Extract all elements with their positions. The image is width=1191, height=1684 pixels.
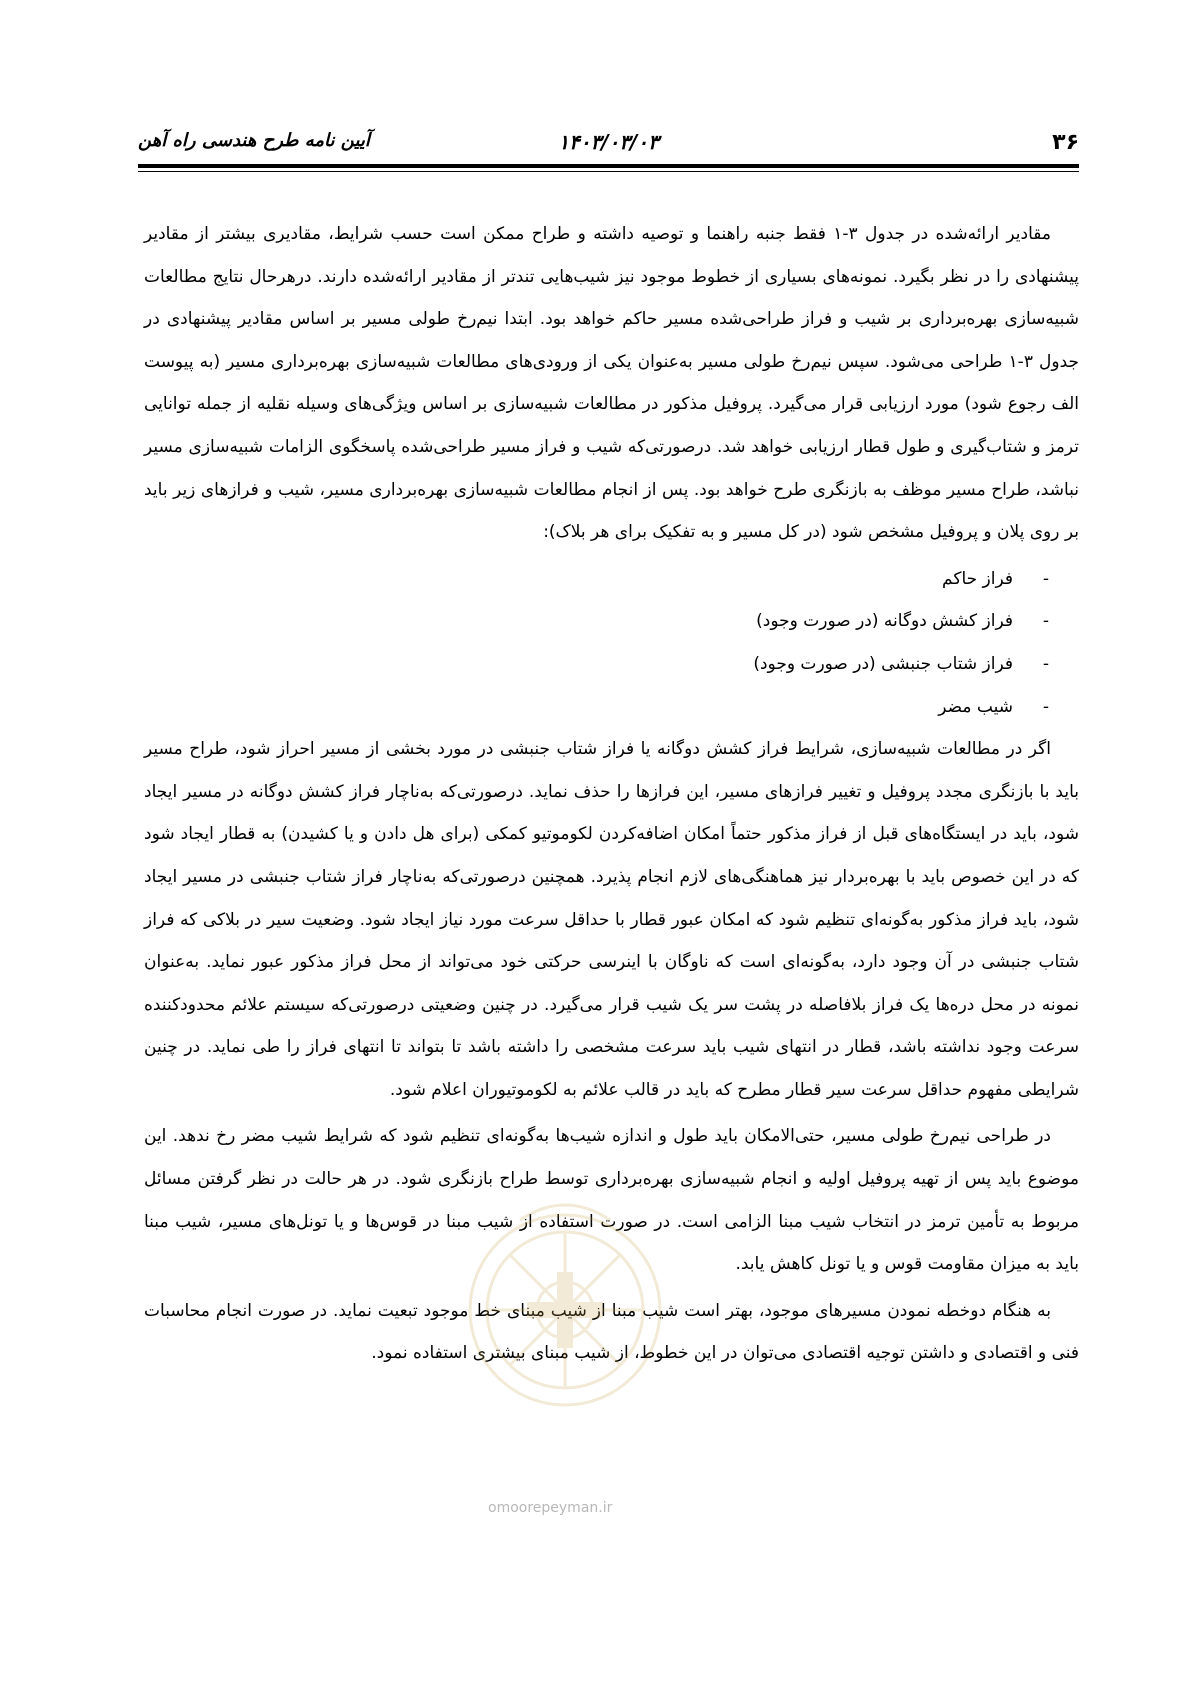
header-rule-thin: [138, 171, 1079, 172]
dash-bullet-icon: -: [1042, 568, 1049, 589]
list-item: [144, 558, 1049, 601]
paragraph: به هنگام دوخطه نمودن مسیرهای موجود، بهتر است شیب مبنا از شیب مبنای خط موجود تبعیت نماید. در صورت انجام محاسبات فنی و اقتصادی و داشتن توجیه اقتصادی می‌توان در این خطوط، از شیب مبنای بیشتری استفاده نمود.: [144, 1300, 1079, 1364]
paragraph: در طراحی نیم‌رخ طولی مسیر، حتی‌الامکان باید طول و اندازه شیب‌ها به‌گونه‌ای تنظیم شود که شرایط شیب مضر رخ ندهد. این موضوع باید پس از تهیه پروفیل اولیه و انجام شبیه‌سازی بهره‌برداری توسط طراح بازنگری شود. در هر حالت در نظر گرفتن مسائل مربوط به تأمین ترمز در انتخاب شیب مبنا الزامی است. در صورت استفاده از شیب مبنا در قوس‌ها و یا تونل‌های مسیر، شیب مبنا باید به میزان مقاومت قوس و یا تونل کاهش یابد.: [144, 1126, 1079, 1275]
page-number: ۳۶: [1052, 130, 1079, 155]
bullet-list: [144, 558, 1079, 728]
page-header: [138, 126, 1079, 166]
body-text: [144, 213, 1079, 1379]
paragraph: اگر در مطالعات شبیه‌سازی، شرایط فراز کشش دوگانه یا فراز شتاب جنبشی در مورد بخشی از مسیر احراز شود، طراح مسیر باید با بازنگری مجدد پروفیل و تغییر فرازهای مسیر، این فرازها را حذف نماید. درصورتی‌که به‌ناچار فراز کشش دوگانه در مسیر ایجاد شود، باید در ایستگاه‌های قبل از فراز مذکور حتماً امکان اضافه‌کردن لکوموتیو کمکی (برای هل دادن و یا کشیدن) به قطار ایجاد شود که در این خصوص باید با بهره‌بردار نیز هماهنگی‌های لازم انجام پذیرد. همچنین درصورتی‌که به‌ناچار فراز شتاب جنبشی در مسیر ایجاد شود، باید فراز مذکور به‌گونه‌ای تنظیم شود که امکان عبور قطار با حداقل سرعت مورد نیاز ایجاد شود. وضعیت سیر در بلاکی که فراز شتاب جنبشی در آن وجود دارد، به‌گونه‌ای است که ناوگان با اینرسی حرکتی خود می‌تواند از محل فراز مذکور عبور نماید. به‌عنوان نمونه در محل دره‌ها یک فراز بلافاصله در پشت سر یک شیب قرار می‌گیرد. در چنین وضعیتی درصورتی‌که سیستم علائم محدودکننده سرعت وجود نداشته باشد، قطار در انتهای شیب باید سرعت مشخصی را داشته باشد تا بتواند تا انتهای فراز را طی نماید. در چنین شرایطی مفهوم حداقل سرعت سیر قطار مطرح که باید در قالب علائم به لکوموتیوران اعلام شود.: [144, 739, 1079, 1100]
list-item-text: فراز شتاب جنبشی (در صورت وجود): [753, 653, 1013, 674]
dash-bullet-icon: -: [1042, 653, 1049, 674]
document-title: آیین نامه طرح هندسی راه آهن: [138, 130, 370, 151]
header-rule-thick: [138, 164, 1079, 168]
dash-bullet-icon: -: [1042, 696, 1049, 717]
list-item: [144, 600, 1049, 643]
dash-bullet-icon: -: [1042, 611, 1049, 632]
watermark-url: omoorepeyman.ir: [488, 1500, 613, 1516]
list-item-text: فراز حاکم: [942, 568, 1013, 589]
list-item: [144, 686, 1049, 729]
list-item-text: فراز کشش دوگانه (در صورت وجود): [756, 611, 1013, 632]
list-item-text: شیب مضر: [938, 696, 1013, 717]
header-date: ۱۴۰۳/۰۳/۰۳: [558, 130, 659, 154]
list-item: [144, 643, 1049, 686]
paragraph: مقادیر ارائه‌شده در جدول ۳-۱ فقط جنبه راهنما و توصیه داشته و طراح ممکن است حسب شرایط، مقادیری بیشتر از مقادیر پیشنهادی را در نظر بگیرد. نمونه‌های بسیاری از خطوط موجود نیز شیب‌هایی تندتر از مقادیر ارائه‌شده دارند. درهرحال نتایج مطالعات شبیه‌سازی بهره‌برداری بر شیب و فراز طراحی‌شده مسیر حاکم خواهد بود. ابتدا نیم‌رخ طولی مسیر بر اساس مقادیر پیشنهادی در جدول ۳-۱ طراحی می‌شود. سپس نیم‌رخ طولی مسیر به‌عنوان یکی از ورودی‌های مطالعات شبیه‌سازی بهره‌برداری مسیر (به پیوست الف رجوع شود) مورد ارزیابی قرار می‌گیرد. پروفیل مذکور در مطالعات شبیه‌سازی بر اساس ویژگی‌های وسیله نقلیه از جمله توانایی ترمز و شتاب‌گیری و طول قطار ارزیابی خواهد شد. درصورتی‌که شیب و فراز مسیر طراحی‌شده پاسخگوی الزامات شبیه‌سازی مسیر نباشد، طراح مسیر موظف به بازنگری طرح خواهد بود. پس از انجام مطالعات شبیه‌سازی بهره‌برداری مسیر، شیب و فرازهای زیر باید بر روی پلان و پروفیل مشخص شود (در کل مسیر و به تفکیک برای هر بلاک):: [144, 224, 1079, 543]
